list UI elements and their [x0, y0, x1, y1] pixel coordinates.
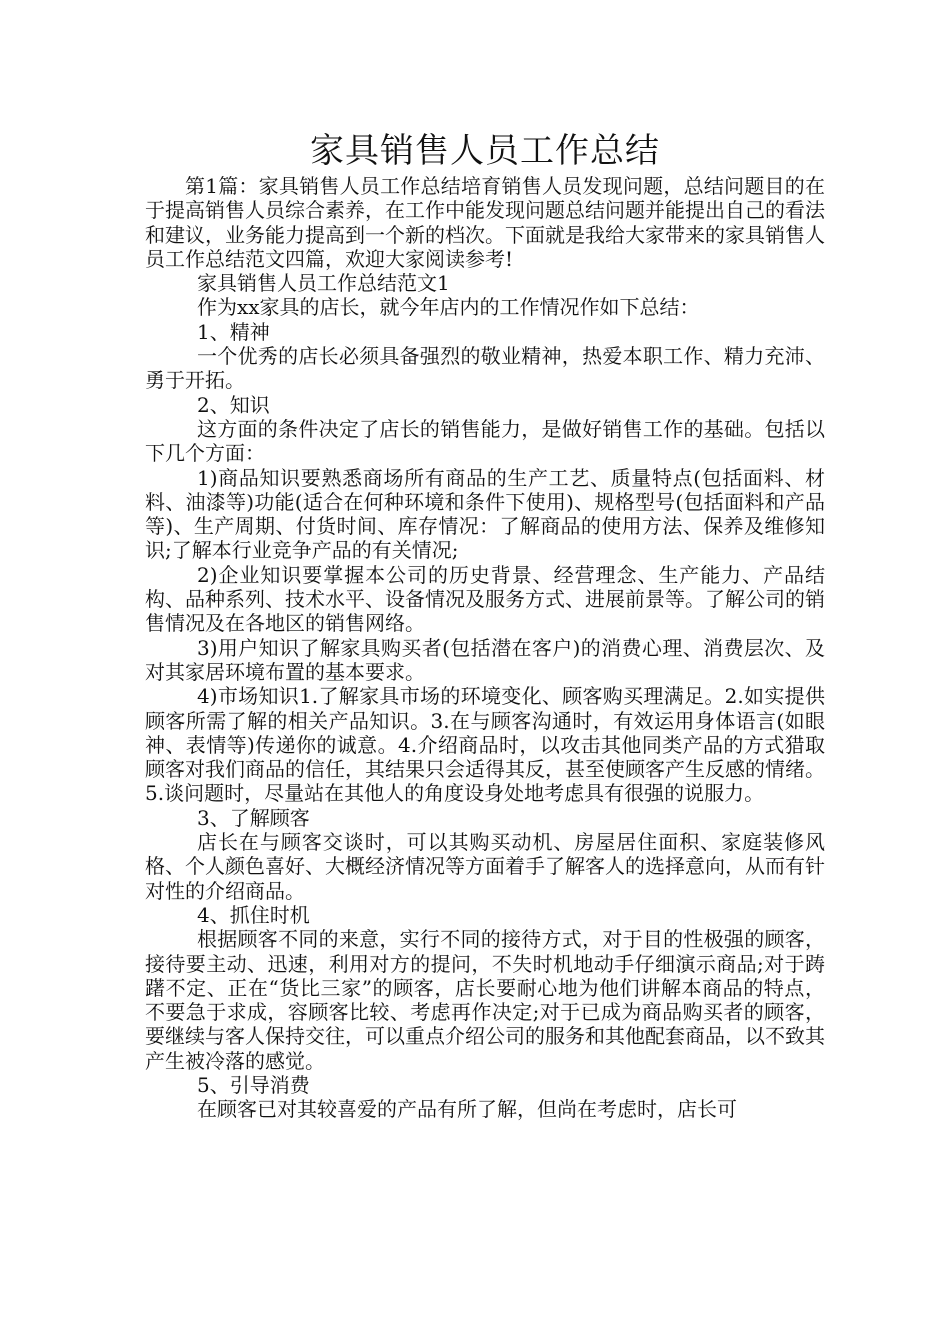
list-item-paragraph: 2)企业知识要掌握本公司的历史背景、经营理念、生产能力、产品结构、品种系列、技术水平、设备情况及服务方式、进展前景等。了解公司的销售情况及在各地区的销售网络。	[145, 562, 825, 636]
document-title: 家具销售人员工作总结	[310, 131, 660, 171]
sample-heading: 家具销售人员工作总结范文1	[197, 271, 450, 296]
body-paragraph: 这方面的条件决定了店长的销售能力，是做好销售工作的基础。包括以下几个方面：	[145, 416, 825, 466]
list-item-paragraph: 4)市场知识1.了解家具市场的环境变化、顾客购买理满足。2.如实提供顾客所需了解的相关产品知识。3.在与顾客沟通时，有效运用身体语言(如眼神、表情等)传递你的诚意。4.介绍商品时，以攻击其他同类产品的方式猎取顾客对我们商品的信任，其结果只会适得其反，甚至使顾客产生反感的情绪。5.谈问题时，尽量站在其他人的角度设身处地考虑具有很强的说服力。	[145, 684, 825, 806]
body-paragraph: 在顾客已对其较喜爱的产品有所了解，但尚在考虑时，店长可	[197, 1097, 737, 1122]
body-paragraph: 作为xx家具的店长，就今年店内的工作情况作如下总结：	[197, 295, 700, 320]
section-heading: 5、引导消费	[197, 1072, 310, 1097]
document-page	[145, 128, 825, 1122]
section-heading: 3、了解顾客	[197, 805, 310, 830]
intro-paragraph: 第1篇：家具销售人员工作总结培育销售人员发现问题，总结问题目的在于提高销售人员综合素养，在工作中能发现问题总结问题并能提出自己的看法和建议，业务能力提高到一个新的档次。下面就是我给大家带来的家具销售人员工作总结范文四篇，欢迎大家阅读参考!	[145, 174, 825, 271]
section-heading: 2、知识	[197, 392, 270, 417]
body-paragraph: 根据顾客不同的来意，实行不同的接待方式，对于目的性极强的顾客，接待要主动、迅速，利用对方的提问，不失时机地动手仔细演示商品;对于踌躇不定、正在“货比三家”的顾客，店长要耐心地为他们讲解本商品的特点，不要急于求成，容顾客比较、考虑再作决定;对于已成为商品购买者的顾客，要继续与客人保持交往，可以重点介绍公司的服务和其他配套商品，以不致其产生被冷落的感觉。	[145, 927, 825, 1073]
section-heading: 1、精神	[197, 319, 270, 344]
section-heading: 4、抓住时机	[197, 902, 310, 927]
list-item-paragraph: 3)用户知识了解家具购买者(包括潜在客户)的消费心理、消费层次、及对其家居环境布置的基本要求。	[145, 635, 825, 684]
body-paragraph: 一个优秀的店长必须具备强烈的敬业精神，热爱本职工作、精力充沛、勇于开拓。	[145, 344, 825, 393]
body-paragraph: 店长在与顾客交谈时，可以其购买动机、房屋居住面积、家庭装修风格、个人颜色喜好、大概经济情况等方面着手了解客人的选择意向，从而有针对性的介绍商品。	[145, 830, 825, 903]
list-item-paragraph: 1)商品知识要熟悉商场所有商品的生产工艺、质量特点(包括面料、材料、油漆等)功能(适合在何种环境和条件下使用)、规格型号(包括面料和产品等)、生产周期、付货时间、库存情况：了解商品的使用方法、保养及维修知识;了解本行业竞争产品的有关情况;	[145, 465, 825, 563]
